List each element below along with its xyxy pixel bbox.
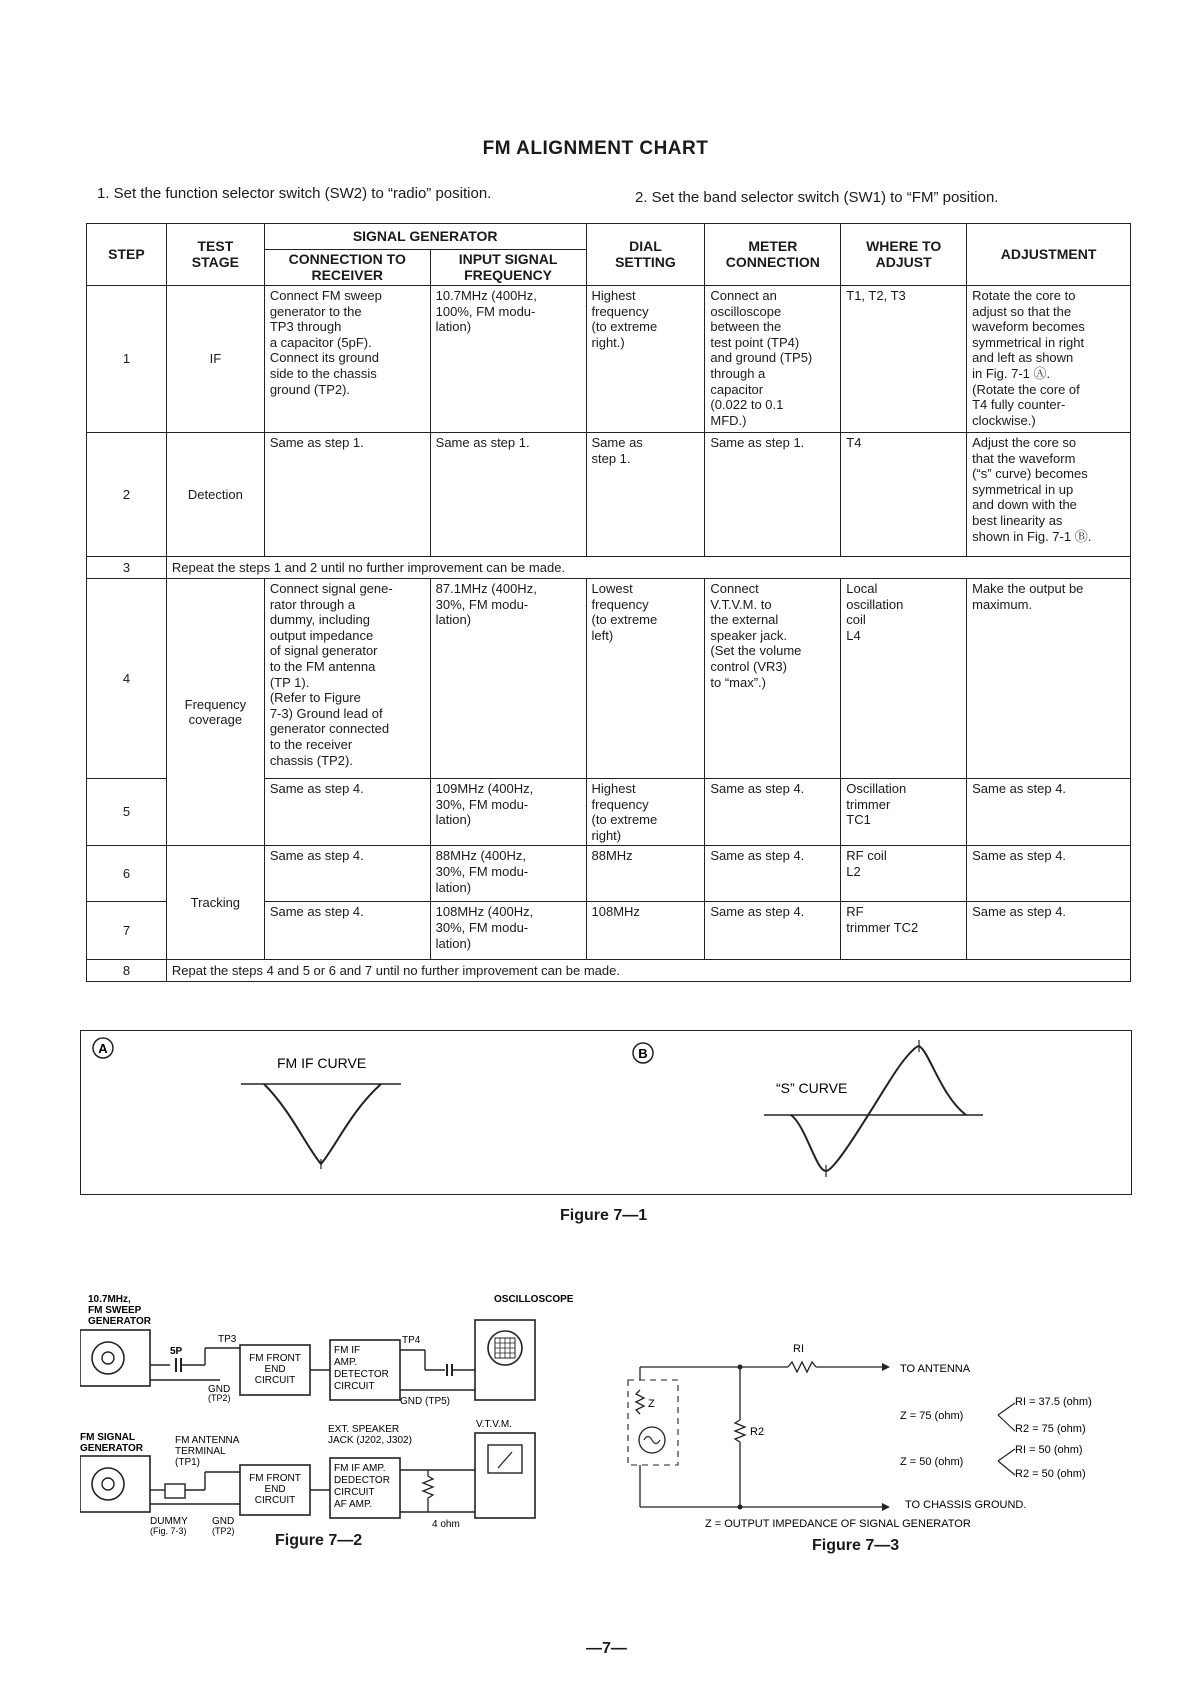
header-test-stage: TEST STAGE bbox=[166, 224, 264, 286]
meter-connection-cell: Same as step 4. bbox=[705, 779, 841, 846]
svg-text:R2 = 75 (ohm): R2 = 75 (ohm) bbox=[1015, 1423, 1086, 1435]
svg-text:FM FRONT: FM FRONT bbox=[249, 1353, 301, 1364]
s-curve-label: “S” CURVE bbox=[776, 1080, 848, 1096]
svg-text:FM IF AMP.: FM IF AMP. bbox=[334, 1463, 386, 1474]
oscilloscope-box bbox=[475, 1320, 535, 1400]
vtvm-box bbox=[475, 1433, 535, 1518]
step-number: 6 bbox=[87, 846, 167, 902]
figure-7-1-diagram bbox=[81, 1031, 1133, 1196]
s-curve bbox=[791, 1046, 966, 1171]
step-number: 7 bbox=[87, 902, 167, 960]
svg-text:END: END bbox=[264, 1484, 286, 1495]
meter-connection-cell: Same as step 1. bbox=[705, 433, 841, 557]
r1-resistor bbox=[788, 1362, 816, 1372]
step-number: 3 bbox=[87, 557, 167, 579]
svg-text:CIRCUIT: CIRCUIT bbox=[334, 1381, 375, 1392]
label-b: B bbox=[638, 1046, 648, 1061]
table-row bbox=[87, 557, 1131, 579]
table-row bbox=[87, 960, 1131, 982]
alignment-table bbox=[86, 223, 1131, 982]
repeat-note: Repeat the steps 1 and 2 until no further improvement can be made. bbox=[166, 557, 1130, 579]
fm-signal-gen-label-2: GENERATOR bbox=[80, 1443, 143, 1454]
svg-text:CIRCUIT: CIRCUIT bbox=[254, 1375, 296, 1386]
dial-setting-cell: Highest frequency (to extreme right) bbox=[586, 779, 705, 846]
oscilloscope-label: OSCILLOSCOPE bbox=[494, 1294, 574, 1305]
repeat-note: Repat the steps 4 and 5 or 6 and 7 until no further improvement can be made. bbox=[166, 960, 1130, 982]
r2-resistor bbox=[735, 1420, 745, 1442]
where-to-adjust-cell: RF coil L2 bbox=[841, 846, 967, 902]
fm-if-curve-label: FM IF CURVE bbox=[277, 1055, 367, 1071]
dial-setting-cell: Highest frequency (to extreme right.) bbox=[586, 286, 705, 433]
svg-text:CIRCUIT: CIRCUIT bbox=[254, 1495, 296, 1506]
header-signal-generator: SIGNAL GENERATOR bbox=[264, 224, 586, 250]
svg-text:AMP.: AMP. bbox=[334, 1357, 358, 1368]
svg-text:RI = 50 (ohm): RI = 50 (ohm) bbox=[1015, 1444, 1083, 1456]
svg-text:RI = 37.5 (ohm): RI = 37.5 (ohm) bbox=[1015, 1396, 1092, 1408]
page-title: FM ALIGNMENT CHART bbox=[482, 138, 709, 159]
step-number: 1 bbox=[87, 286, 167, 433]
if-curve bbox=[264, 1084, 381, 1164]
fm-signal-generator-box bbox=[80, 1456, 150, 1512]
adjustment-cell: Adjust the core so that the waveform (“s” curve) becomes symmetrical in up and down with the best linearity as shown in Fig. 7-1 Ⓑ. bbox=[967, 433, 1131, 557]
adjustment-cell: Same as step 4. bbox=[967, 846, 1131, 902]
svg-text:R2 = 50 (ohm): R2 = 50 (ohm) bbox=[1015, 1468, 1086, 1480]
dial-setting-cell: 88MHz bbox=[586, 846, 705, 902]
svg-text:FM FRONT: FM FRONT bbox=[249, 1473, 301, 1484]
meter-connection-cell: Same as step 4. bbox=[705, 902, 841, 960]
meter-connection-cell: Connect an oscilloscope between the test point (TP4) and ground (TP5) through a capacitor (0.022 to 0.1 MFD.) bbox=[705, 286, 841, 433]
svg-text:4 ohm: 4 ohm bbox=[432, 1519, 460, 1530]
fm-signal-gen-label-1: FM SIGNAL bbox=[80, 1432, 135, 1443]
svg-text:AF AMP.: AF AMP. bbox=[334, 1499, 373, 1510]
where-to-adjust-cell: Oscillation trimmer TC1 bbox=[841, 779, 967, 846]
z-label: Z bbox=[648, 1398, 655, 1410]
sweep-generator-box bbox=[80, 1330, 150, 1386]
connection-cell: Same as step 1. bbox=[264, 433, 430, 557]
connection-cell: Connect FM sweep generator to the TP3 through a capacitor (5pF). Connect its ground side to the chassis ground (TP2). bbox=[264, 286, 430, 433]
svg-text:Z = 75 (ohm): Z = 75 (ohm) bbox=[900, 1410, 964, 1422]
cap-5p-label: 5P bbox=[170, 1346, 183, 1357]
step-number: 8 bbox=[87, 960, 167, 982]
to-antenna-label: TO ANTENNA bbox=[900, 1363, 971, 1375]
figure-7-3-diagram bbox=[620, 1335, 1140, 1535]
connection-cell: Same as step 4. bbox=[264, 779, 430, 846]
instruction-1: 1. Set the function selector switch (SW2) to “radio” position. bbox=[97, 185, 492, 202]
header-meter-connection: METER CONNECTION bbox=[705, 224, 841, 286]
meter-icon bbox=[488, 1445, 522, 1473]
step-number: 5 bbox=[87, 779, 167, 846]
gnd-tp5-label: GND (TP5) bbox=[400, 1396, 450, 1407]
connection-cell: Same as step 4. bbox=[264, 902, 430, 960]
input-signal-cell: 109MHz (400Hz, 30%, FM modu- lation) bbox=[430, 779, 586, 846]
page-number: —7— bbox=[586, 1640, 627, 1657]
input-signal-cell: 87.1MHz (400Hz, 30%, FM modu- lation) bbox=[430, 579, 586, 779]
svg-text:(TP1): (TP1) bbox=[175, 1457, 200, 1468]
table-row bbox=[87, 579, 1131, 779]
adjustment-cell: Make the output be maximum. bbox=[967, 579, 1131, 779]
adjustment-cell: Rotate the core to adjust so that the waveform becomes symmetrical in right and left as shown in Fig. 7-1 Ⓐ. (Rotate the core of T4 fully counter- clockwise.) bbox=[967, 286, 1131, 433]
connection-cell: Connect signal gene- rator through a dummy, including output impedance of signal generator to the FM antenna (TP 1). (Refer to Figure 7-3) Ground lead of generator connected to the receiver chassis (TP2). bbox=[264, 579, 430, 779]
svg-text:(TP2): (TP2) bbox=[212, 1526, 235, 1536]
label-a: A bbox=[98, 1041, 108, 1056]
header-input-signal: INPUT SIGNAL FREQUENCY bbox=[430, 250, 586, 286]
svg-text:GND: GND bbox=[212, 1516, 235, 1527]
header-connection: CONNECTION TO RECEIVER bbox=[264, 250, 430, 286]
gnd-tp2-a-2: (TP2) bbox=[208, 1393, 231, 1403]
meter-connection-cell: Same as step 4. bbox=[705, 846, 841, 902]
header-step: STEP bbox=[87, 224, 167, 286]
test-stage: Tracking bbox=[166, 846, 264, 960]
input-signal-cell: 10.7MHz (400Hz, 100%, FM modu- lation) bbox=[430, 286, 586, 433]
load-resistor bbox=[423, 1470, 433, 1512]
figure-7-2-caption: Figure 7—2 bbox=[275, 1532, 363, 1549]
sweep-gen-label-2: FM SWEEP bbox=[88, 1305, 142, 1316]
svg-text:END: END bbox=[264, 1364, 286, 1375]
svg-text:(Fig. 7-3): (Fig. 7-3) bbox=[150, 1526, 187, 1536]
test-stage: IF bbox=[166, 286, 264, 433]
gnd-tp2-a-1: GND bbox=[208, 1384, 231, 1395]
where-to-adjust-cell: RF trimmer TC2 bbox=[841, 902, 967, 960]
dial-setting-cell: Lowest frequency (to extreme left) bbox=[586, 579, 705, 779]
where-to-adjust-cell: T4 bbox=[841, 433, 967, 557]
step-number: 2 bbox=[87, 433, 167, 557]
table-row bbox=[87, 286, 1131, 433]
svg-text:DEDECTOR: DEDECTOR bbox=[334, 1475, 390, 1486]
tp3-label: TP3 bbox=[218, 1334, 237, 1345]
step-number: 4 bbox=[87, 579, 167, 779]
input-signal-cell: Same as step 1. bbox=[430, 433, 586, 557]
svg-text:EXT. SPEAKER: EXT. SPEAKER bbox=[328, 1424, 400, 1435]
where-to-adjust-cell: T1, T2, T3 bbox=[841, 286, 967, 433]
svg-text:DETECTOR: DETECTOR bbox=[334, 1369, 389, 1380]
connection-cell: Same as step 4. bbox=[264, 846, 430, 902]
figure-7-3-caption: Figure 7—3 bbox=[812, 1537, 900, 1554]
dial-setting-cell: 108MHz bbox=[586, 902, 705, 960]
test-stage: Frequency coverage bbox=[166, 579, 264, 846]
header-row bbox=[87, 224, 1131, 250]
r1-label: RI bbox=[793, 1343, 804, 1355]
adjustment-cell: Same as step 4. bbox=[967, 779, 1131, 846]
sweep-gen-label-3: GENERATOR bbox=[88, 1316, 151, 1327]
vtvm-label: V.T.V.M. bbox=[476, 1419, 512, 1430]
sweep-gen-label-1: 10.7MHz, bbox=[88, 1294, 131, 1305]
table-row bbox=[87, 846, 1131, 902]
svg-text:JACK (J202, J302): JACK (J202, J302) bbox=[328, 1435, 412, 1446]
test-stage: Detection bbox=[166, 433, 264, 557]
header-adjustment: ADJUSTMENT bbox=[967, 224, 1131, 286]
tp4-label: TP4 bbox=[402, 1335, 421, 1346]
figure-7-1-caption: Figure 7—1 bbox=[560, 1207, 648, 1224]
dummy-box bbox=[165, 1484, 185, 1498]
adjustment-cell: Same as step 4. bbox=[967, 902, 1131, 960]
figure-7-2-diagram bbox=[80, 1290, 600, 1555]
dial-setting-cell: Same as step 1. bbox=[586, 433, 705, 557]
where-to-adjust-cell: Local oscillation coil L4 bbox=[841, 579, 967, 779]
svg-text:TERMINAL: TERMINAL bbox=[175, 1446, 226, 1457]
table-row bbox=[87, 433, 1131, 557]
svg-text:CIRCUIT: CIRCUIT bbox=[334, 1487, 375, 1498]
r2-label: R2 bbox=[750, 1426, 765, 1438]
signal-generator-dashed-box bbox=[628, 1380, 678, 1465]
svg-text:Z = 50 (ohm): Z = 50 (ohm) bbox=[900, 1456, 964, 1468]
input-signal-cell: 108MHz (400Hz, 30%, FM modu- lation) bbox=[430, 902, 586, 960]
header-where-to-adjust: WHERE TO ADJUST bbox=[841, 224, 967, 286]
svg-text:FM IF: FM IF bbox=[334, 1345, 361, 1356]
figure-7-1-box bbox=[80, 1030, 1132, 1195]
header-dial-setting: DIAL SETTING bbox=[586, 224, 705, 286]
svg-text:DUMMY: DUMMY bbox=[150, 1516, 188, 1527]
to-ground-label: TO CHASSIS GROUND. bbox=[905, 1499, 1027, 1511]
svg-text:FM ANTENNA: FM ANTENNA bbox=[175, 1435, 240, 1446]
meter-connection-cell: Connect V.T.V.M. to the external speaker jack. (Set the volume control (VR3) to “max”.) bbox=[705, 579, 841, 779]
input-signal-cell: 88MHz (400Hz, 30%, FM modu- lation) bbox=[430, 846, 586, 902]
instruction-2: 2. Set the band selector switch (SW1) to “FM” position. bbox=[635, 189, 999, 206]
impedance-note: Z = OUTPUT IMPEDANCE OF SIGNAL GENERATOR bbox=[705, 1518, 971, 1530]
